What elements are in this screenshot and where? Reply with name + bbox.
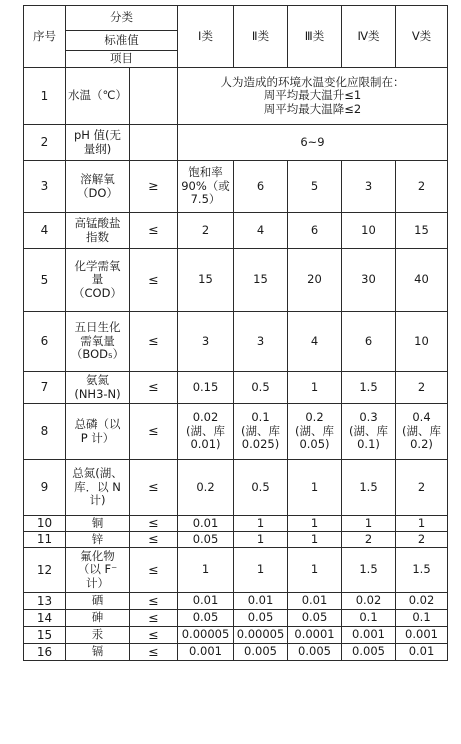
class-4-value	[342, 372, 396, 404]
class-1-value	[178, 644, 234, 661]
class-2-value	[234, 404, 288, 460]
header-item: 项目	[66, 51, 178, 68]
class-1-value	[178, 532, 234, 548]
value-line: 1	[310, 479, 319, 494]
table-row	[24, 249, 448, 312]
class-2-value	[234, 249, 288, 312]
class-3-value	[288, 372, 342, 404]
comparison-operator: ≤	[130, 532, 178, 548]
header-category: 分类	[66, 6, 178, 31]
water-quality-standard-table	[23, 5, 448, 661]
class-2-value	[234, 312, 288, 372]
class-4-value	[342, 593, 396, 610]
value-line: 0.05	[247, 610, 274, 625]
header-class-4: Ⅳ类	[342, 6, 396, 68]
value-line: 0.02	[355, 593, 382, 608]
class-1-value	[178, 610, 234, 627]
value-line: 0.05	[192, 610, 219, 625]
value-line: 0.4	[412, 410, 431, 425]
class-5-value	[396, 249, 448, 312]
value-line: 0.005	[298, 644, 331, 659]
class-3-value	[288, 161, 342, 213]
header-standard: 标准值	[66, 31, 178, 51]
class-5-value	[396, 610, 448, 627]
table-row	[24, 68, 448, 125]
parameter-name-line: 氨氮	[86, 372, 109, 387]
value-line: 10	[361, 222, 376, 237]
value-line: 0.00005	[181, 627, 230, 642]
comparison-operator: ≤	[130, 644, 178, 661]
class-2-value	[234, 610, 288, 627]
class-1-value	[178, 161, 234, 213]
class-1-value	[178, 372, 234, 404]
parameter-name-line: 总磷（以	[74, 416, 121, 431]
value-line: 0.025)	[241, 437, 280, 452]
value-line: 0.01	[247, 593, 274, 608]
table-row	[24, 593, 448, 610]
value-line: (湖、库	[186, 423, 225, 438]
parameter-name-line: 量	[91, 272, 104, 287]
value-line: 0.01	[408, 644, 435, 659]
class-5-value	[396, 161, 448, 213]
value-line: 1	[256, 531, 265, 546]
value-line: 0.2	[305, 410, 324, 425]
class-5-value	[396, 213, 448, 249]
value-line: 5	[310, 178, 319, 193]
value-line: 0.005	[244, 644, 277, 659]
value-line: 0.3	[359, 410, 378, 425]
value-line: 2	[417, 379, 426, 394]
parameter-name-line: 库．以 N	[74, 479, 121, 494]
table-row	[24, 213, 448, 249]
parameter-name-line: 硒	[91, 593, 104, 608]
parameter-name	[66, 68, 130, 125]
parameter-name	[66, 161, 130, 213]
class-4-value	[342, 644, 396, 661]
class-1-value	[178, 312, 234, 372]
value-line: 0.05	[192, 531, 219, 546]
parameter-name-line: 计）	[86, 575, 109, 590]
parameter-name-line: 汞	[91, 627, 104, 642]
class-5-value	[396, 460, 448, 516]
class-3-value	[288, 532, 342, 548]
header-class-1: Ⅰ类	[178, 6, 234, 68]
class-3-value	[288, 644, 342, 661]
class-4-value	[342, 548, 396, 593]
value-line: 0.01	[301, 593, 328, 608]
value-line: 0.02	[192, 410, 219, 425]
parameter-name-line: pH 值(无	[73, 127, 122, 142]
comparison-operator: ≤	[130, 610, 178, 627]
row-index: 9	[24, 460, 66, 516]
row-index: 4	[24, 213, 66, 249]
comparison-operator: ≤	[130, 372, 178, 404]
table-row	[24, 460, 448, 516]
parameter-name-line: （DO）	[77, 185, 118, 200]
value-line: 1.5	[359, 479, 378, 494]
parameter-name-line: (NH3-N)	[74, 386, 121, 401]
parameter-name	[66, 548, 130, 593]
comparison-operator: ≥	[130, 161, 178, 213]
value-line: 0.01)	[190, 437, 221, 452]
value-line: 2	[417, 531, 426, 546]
value-line: 1	[256, 515, 265, 530]
value-line: 0.01	[192, 515, 219, 530]
class-2-value	[234, 372, 288, 404]
class-5-value	[396, 532, 448, 548]
comparison-operator: ≤	[130, 516, 178, 532]
table-row	[24, 404, 448, 460]
merged-value-line: 人为造成的环境水温变化应限制在：	[220, 74, 405, 89]
value-line: 10	[414, 333, 429, 348]
row-index: 16	[24, 644, 66, 661]
parameter-name-line: 氟化物	[80, 548, 115, 563]
parameter-name	[66, 644, 130, 661]
parameter-name	[66, 125, 130, 161]
merged-value-cell	[178, 125, 448, 161]
row-index: 15	[24, 627, 66, 644]
value-line: 1.5	[412, 562, 431, 577]
table-row	[24, 627, 448, 644]
value-line: (湖、库	[295, 423, 334, 438]
value-line: 1	[364, 515, 373, 530]
comparison-operator	[130, 125, 178, 161]
class-1-value	[178, 627, 234, 644]
class-2-value	[234, 627, 288, 644]
class-1-value	[178, 213, 234, 249]
value-line: 0.1)	[357, 437, 380, 452]
table-row	[24, 644, 448, 661]
class-5-value	[396, 548, 448, 593]
value-line: 6	[256, 178, 265, 193]
comparison-operator: ≤	[130, 404, 178, 460]
class-2-value	[234, 644, 288, 661]
table-row	[24, 548, 448, 593]
comparison-operator: ≤	[130, 627, 178, 644]
merged-value-line: 周平均最大温降≤2	[263, 101, 362, 116]
class-4-value	[342, 627, 396, 644]
parameter-name-line: （COD）	[73, 285, 122, 300]
parameter-name-line: （BOD₅）	[70, 347, 125, 362]
class-4-value	[342, 610, 396, 627]
value-line: 15	[414, 222, 429, 237]
value-line: 0.05	[301, 610, 328, 625]
row-index: 3	[24, 161, 66, 213]
parameter-name-line: （以 F⁻	[77, 562, 118, 577]
value-line: 1	[417, 515, 426, 530]
parameter-name-line: 化学需氧	[74, 258, 121, 273]
parameter-name-line: P 计）	[80, 430, 115, 445]
value-line: 2	[417, 178, 426, 193]
parameter-name-line: 需氧量	[80, 333, 115, 348]
class-1-value	[178, 516, 234, 532]
class-1-value	[178, 460, 234, 516]
value-line: 0.001	[189, 644, 222, 659]
value-line: 0.001	[352, 627, 385, 642]
class-4-value	[342, 404, 396, 460]
row-index: 6	[24, 312, 66, 372]
header-row-top	[24, 6, 448, 31]
row-index: 13	[24, 593, 66, 610]
merged-value-cell	[178, 68, 448, 125]
table-row	[24, 161, 448, 213]
class-4-value	[342, 460, 396, 516]
parameter-name	[66, 249, 130, 312]
parameter-name-line: 高锰酸盐	[74, 215, 121, 230]
class-3-value	[288, 593, 342, 610]
parameter-name	[66, 372, 130, 404]
value-line: 6	[364, 333, 373, 348]
class-3-value	[288, 516, 342, 532]
row-index: 8	[24, 404, 66, 460]
value-line: 15	[253, 272, 268, 287]
parameter-name	[66, 532, 130, 548]
class-2-value	[234, 213, 288, 249]
value-line: 0.02	[408, 593, 435, 608]
class-5-value	[396, 593, 448, 610]
comparison-operator: ≤	[130, 213, 178, 249]
class-3-value	[288, 460, 342, 516]
value-line: 0.1	[412, 610, 431, 625]
table-row	[24, 516, 448, 532]
value-line: 3	[364, 178, 373, 193]
class-1-value	[178, 548, 234, 593]
row-index: 10	[24, 516, 66, 532]
value-line: 1	[310, 379, 319, 394]
value-line: 0.15	[192, 379, 219, 394]
class-3-value	[288, 312, 342, 372]
value-line: 0.01	[192, 593, 219, 608]
value-line: 1.5	[359, 562, 378, 577]
value-line: 15	[198, 272, 213, 287]
parameter-name	[66, 213, 130, 249]
value-line: 20	[307, 272, 322, 287]
parameter-name	[66, 610, 130, 627]
parameter-name-line: 总氮(湖、	[72, 466, 123, 481]
comparison-operator: ≤	[130, 548, 178, 593]
row-index: 14	[24, 610, 66, 627]
class-2-value	[234, 532, 288, 548]
class-4-value	[342, 516, 396, 532]
value-line: 1	[310, 515, 319, 530]
merged-value-line: 周平均最大温升≤1	[263, 88, 362, 103]
class-5-value	[396, 627, 448, 644]
class-4-value	[342, 249, 396, 312]
value-line: 3	[256, 333, 265, 348]
class-5-value	[396, 404, 448, 460]
value-line: 0.0001	[294, 627, 335, 642]
value-line: 4	[310, 333, 319, 348]
comparison-operator: ≤	[130, 593, 178, 610]
class-3-value	[288, 213, 342, 249]
value-line: 0.1	[359, 610, 378, 625]
class-3-value	[288, 610, 342, 627]
value-line: (湖、库	[349, 423, 388, 438]
value-line: 3	[201, 333, 210, 348]
parameter-name	[66, 593, 130, 610]
comparison-operator: ≤	[130, 460, 178, 516]
parameter-name	[66, 627, 130, 644]
value-line: 0.2	[196, 479, 215, 494]
value-line: 4	[256, 222, 265, 237]
class-1-value	[178, 249, 234, 312]
value-line: 0.001	[405, 627, 438, 642]
value-line: 0.00005	[236, 627, 285, 642]
value-line: 0.005	[352, 644, 385, 659]
header-class-2: Ⅱ类	[234, 6, 288, 68]
row-index: 2	[24, 125, 66, 161]
value-line: 2	[364, 531, 373, 546]
class-3-value	[288, 627, 342, 644]
class-4-value	[342, 532, 396, 548]
class-5-value	[396, 644, 448, 661]
table-row	[24, 125, 448, 161]
class-2-value	[234, 516, 288, 532]
class-1-value	[178, 593, 234, 610]
class-2-value	[234, 460, 288, 516]
table-row	[24, 372, 448, 404]
parameter-name-line: 水温（℃）	[68, 88, 127, 103]
parameter-name-line: 镉	[91, 644, 104, 659]
value-line: 0.2)	[410, 437, 433, 452]
row-index: 5	[24, 249, 66, 312]
class-1-value	[178, 404, 234, 460]
row-index: 7	[24, 372, 66, 404]
table-row	[24, 312, 448, 372]
class-4-value	[342, 161, 396, 213]
value-line: 30	[361, 272, 376, 287]
table-row	[24, 532, 448, 548]
value-line: 40	[414, 272, 429, 287]
parameter-name-line: 量纲)	[83, 141, 112, 156]
value-line: 1	[310, 562, 319, 577]
value-line: 1.5	[359, 379, 378, 394]
value-line: 90%（或	[181, 178, 230, 193]
class-4-value	[342, 213, 396, 249]
comparison-operator	[130, 68, 178, 125]
parameter-name-line: 铜	[91, 515, 104, 530]
parameter-name-line: 指数	[86, 229, 109, 244]
value-line: 1	[256, 562, 265, 577]
value-line: 0.05)	[299, 437, 330, 452]
parameter-name-line: 砷	[91, 610, 104, 625]
parameter-name-line: 锌	[91, 531, 104, 546]
value-line: (湖、库	[402, 423, 441, 438]
class-2-value	[234, 593, 288, 610]
parameter-name-line: 溶解氧	[80, 171, 115, 186]
parameter-name	[66, 460, 130, 516]
class-5-value	[396, 312, 448, 372]
comparison-operator: ≤	[130, 249, 178, 312]
value-line: 1	[201, 562, 210, 577]
value-line: (湖、库	[241, 423, 280, 438]
value-line: 饱和率	[188, 165, 223, 180]
value-line: 7.5）	[190, 192, 221, 207]
class-3-value	[288, 404, 342, 460]
row-index: 11	[24, 532, 66, 548]
value-line: 0.5	[251, 479, 270, 494]
comparison-operator: ≤	[130, 312, 178, 372]
merged-value-line: 6~9	[300, 134, 325, 149]
parameter-name-line: 计)	[89, 493, 106, 508]
parameter-name	[66, 312, 130, 372]
row-index: 12	[24, 548, 66, 593]
parameter-name-line: 五日生化	[74, 320, 121, 335]
class-2-value	[234, 548, 288, 593]
header-class-5: Ⅴ类	[396, 6, 448, 68]
value-line: 2	[201, 222, 210, 237]
header-class-3: Ⅲ类	[288, 6, 342, 68]
class-3-value	[288, 249, 342, 312]
parameter-name	[66, 404, 130, 460]
value-line: 6	[310, 222, 319, 237]
parameter-name	[66, 516, 130, 532]
class-4-value	[342, 312, 396, 372]
class-5-value	[396, 372, 448, 404]
value-line: 2	[417, 479, 426, 494]
row-index: 1	[24, 68, 66, 125]
class-5-value	[396, 516, 448, 532]
value-line: 0.1	[251, 410, 270, 425]
value-line: 1	[310, 531, 319, 546]
class-2-value	[234, 161, 288, 213]
value-line: 0.5	[251, 379, 270, 394]
class-3-value	[288, 548, 342, 593]
header-seq: 序号	[24, 6, 66, 68]
table-row	[24, 610, 448, 627]
